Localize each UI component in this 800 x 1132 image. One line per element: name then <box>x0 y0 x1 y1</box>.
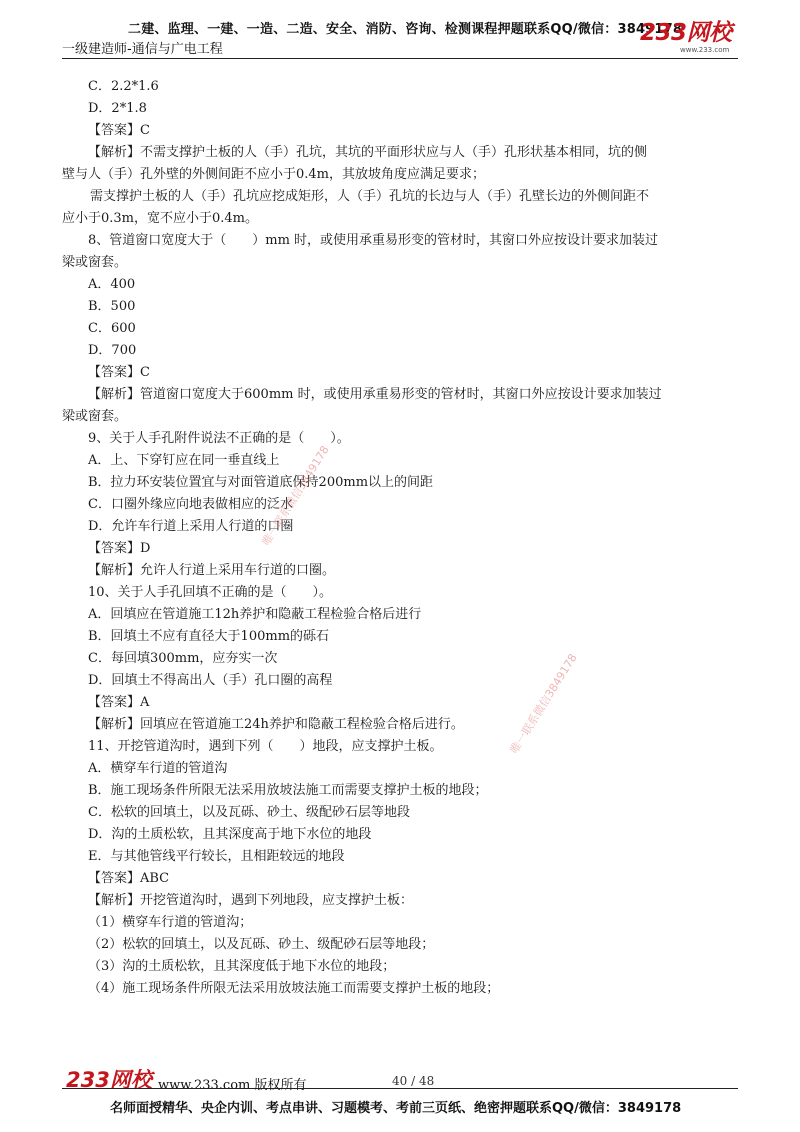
question-line: 8、管道窗口宽度大于（ ）mm 时，或使用承重易形变的管材时，其窗口外应按设计要求加装过 <box>88 233 659 248</box>
analysis-list-item: （1）横穿车行道的管道沟； <box>88 915 253 930</box>
answer-line: 【答案】D <box>88 541 151 556</box>
footer-divider <box>62 1088 738 1089</box>
question-line: 10、关于人手孔回填不正确的是（ ）。 <box>88 585 333 600</box>
option-line: A．400 <box>88 277 136 292</box>
option-line: A．上、下穿钉应在同一垂直线上 <box>88 453 280 468</box>
analysis-line: 【解析】回填应在管道施工24h养护和隐蔽工程检验合格后进行。 <box>88 717 464 732</box>
option-line: C．每回填300mm，应夯实一次 <box>88 651 278 666</box>
analysis-line: 【解析】开挖管道沟时，遇到下列地段，应支撑护土板： <box>88 893 414 908</box>
option-line: D．700 <box>88 343 137 358</box>
question-line: 11、开挖管道沟时，遇到下列（ ）地段，应支撑护土板。 <box>88 739 443 754</box>
watermark-text: 唯一联系微信3849178 <box>259 443 332 548</box>
question-line: 9、关于人手孔附件说法不正确的是（ ）。 <box>88 431 350 446</box>
option-line: C．松软的回填土，以及瓦砾、砂土、级配砂石层等地段 <box>88 805 410 820</box>
option-line: D．2*1.8 <box>88 101 147 116</box>
analysis-line: 应小于0.3m，宽不应小于0.4m。 <box>62 211 259 226</box>
option-line: D．沟的土质松软，且其深度高于地下水位的地段 <box>88 827 372 842</box>
header-promo-text: 二建、监理、一建、一造、二造、安全、消防、咨询、检测课程押题联系QQ/微信：3849178 <box>128 22 683 37</box>
site-logo-text: 233网校 <box>640 20 732 46</box>
analysis-line: 需支撑护土板的人（手）孔坑应挖成矩形，人（手）孔坑的长边与人（手）孔壁长边的外侧间距不 <box>90 189 650 204</box>
analysis-line: 【解析】管道窗口宽度大于600mm 时，或使用承重易形变的管材时，其窗口外应按设计要求加装过 <box>88 387 662 402</box>
option-line: C．口圈外缘应向地表做相应的泛水 <box>88 497 293 512</box>
answer-line: 【答案】C <box>88 123 150 138</box>
option-line: A．横穿车行道的管道沟 <box>88 761 228 776</box>
option-line: A．回填应在管道施工12h养护和隐蔽工程检验合格后进行 <box>88 607 422 622</box>
analysis-list-item: （3）沟的土质松软，且其深度低于地下水位的地段； <box>88 959 396 974</box>
option-line: D．回填土不得高出人（手）孔口圈的高程 <box>88 673 333 688</box>
footer-promo-text: 名师面授精华、央企内训、考点串讲、习题模考、考前三页纸、绝密押题联系QQ/微信：3849178 <box>110 1101 682 1116</box>
answer-line: 【答案】ABC <box>88 871 170 886</box>
answer-line: 【答案】C <box>88 365 150 380</box>
analysis-line: 【解析】允许人行道上采用车行道的口圈。 <box>88 563 336 578</box>
option-line: E．与其他管线平行较长，且相距较远的地段 <box>88 849 345 864</box>
option-line: D．允许车行道上采用人行道的口圈 <box>88 519 294 534</box>
site-logo <box>640 20 750 60</box>
analysis-line: 【解析】不需支撑护土板的人（手）孔坑，其坑的平面形状应与人（手）孔形状基本相同，坑的侧 <box>88 145 648 160</box>
analysis-line: 梁或窗套。 <box>62 409 128 424</box>
option-line: C．600 <box>88 321 136 336</box>
header-divider <box>62 58 738 59</box>
footer-copyright: www.233.com 版权所有 <box>158 1078 307 1093</box>
option-line: C．2.2*1.6 <box>88 79 159 94</box>
option-line: B．回填土不应有直径大于100mm的砾石 <box>88 629 330 644</box>
option-line: B．拉力环安装位置宜与对面管道底保持200mm以上的间距 <box>88 475 434 490</box>
watermark-text: 唯一联系微信3849178 <box>507 651 580 756</box>
option-line: B．500 <box>88 299 136 314</box>
answer-line: 【答案】A <box>88 695 150 710</box>
header-subject-title: 一级建造师-通信与广电工程 <box>62 42 223 57</box>
option-line: B．施工现场条件所限无法采用放坡法施工而需要支撑护土板的地段； <box>88 783 488 798</box>
analysis-list-item: （4）施工现场条件所限无法采用放坡法施工而需要支撑护土板的地段； <box>88 981 500 996</box>
analysis-line: 壁与人（手）孔外壁的外侧间距不应小于0.4m，其放坡角度应满足要求； <box>62 167 486 182</box>
analysis-list-item: （2）松软的回填土，以及瓦砾、砂土、级配砂石层等地段； <box>88 937 435 952</box>
footer-logo: 233网校 <box>66 1068 152 1092</box>
document-body <box>62 76 738 1000</box>
page-number: 40 / 48 <box>392 1074 435 1088</box>
site-logo-url: www.233.com <box>680 46 730 54</box>
question-line: 梁或窗套。 <box>62 255 128 270</box>
